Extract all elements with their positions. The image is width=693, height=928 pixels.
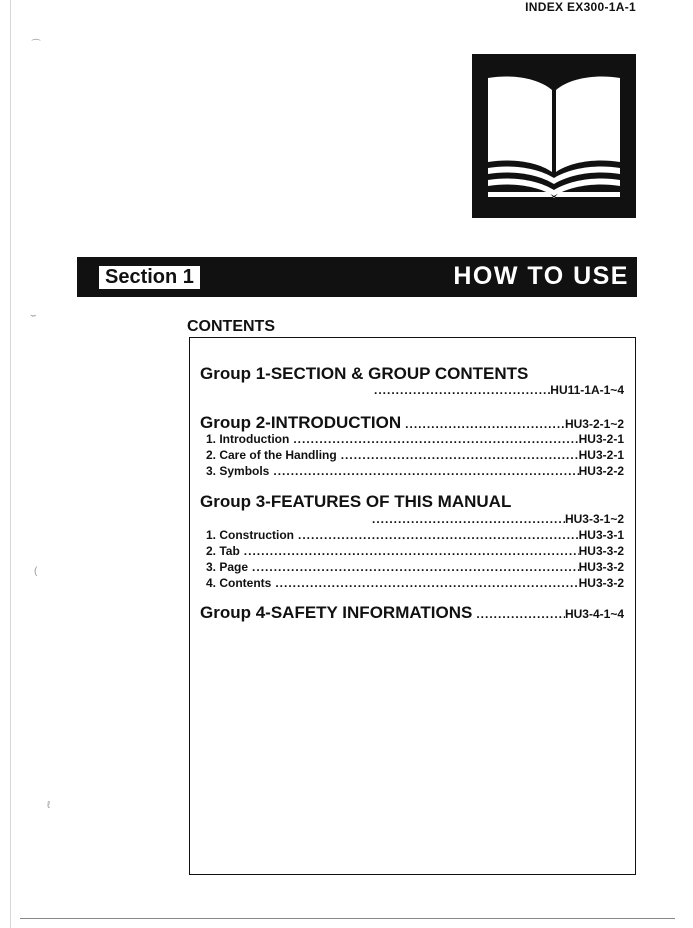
group-3-item-2 bbox=[206, 544, 624, 558]
item-label: 3. Symbols bbox=[206, 464, 270, 478]
group-3-ref: HU3-3-1~2 bbox=[564, 512, 624, 526]
item-ref: HU3-2-1 bbox=[578, 432, 624, 446]
group-2-line bbox=[200, 413, 624, 433]
open-book-icon bbox=[472, 54, 636, 218]
item-ref: HU3-2-2 bbox=[578, 464, 624, 478]
item-ref: HU3-3-2 bbox=[578, 576, 624, 590]
scan-speck: ⌣ bbox=[30, 310, 37, 321]
section-label: Section 1 bbox=[98, 265, 201, 290]
group-4-title: Group 4-SAFETY INFORMATIONS bbox=[200, 603, 473, 622]
group-4-line bbox=[200, 603, 624, 623]
index-code: INDEX EX300-1A-1 bbox=[525, 0, 636, 14]
section-title: HOW TO USE bbox=[453, 262, 629, 290]
item-ref: HU3-3-2 bbox=[578, 544, 624, 558]
leader-dots bbox=[368, 512, 565, 526]
item-ref: HU3-3-2 bbox=[578, 560, 624, 574]
group-1-ref: HU11-1A-1~4 bbox=[550, 383, 624, 397]
group-2-item-3 bbox=[206, 464, 624, 478]
leader-dots bbox=[248, 560, 579, 574]
leader-dots bbox=[240, 544, 579, 558]
group-3-item-3 bbox=[206, 560, 624, 574]
group-3-title: Group 3-FEATURES OF THIS MANUAL bbox=[200, 492, 512, 511]
leader-dots bbox=[472, 607, 565, 621]
item-ref: HU3-3-1 bbox=[578, 528, 624, 542]
item-label: 2. Care of the Handling bbox=[206, 448, 337, 462]
contents-heading: CONTENTS bbox=[187, 318, 275, 335]
group-1-title: Group 1-SECTION & GROUP CONTENTS bbox=[200, 364, 529, 383]
page-left-edge bbox=[10, 0, 11, 928]
group-2-title: Group 2-INTRODUCTION bbox=[200, 413, 402, 432]
scan-speck: ℓ bbox=[47, 800, 51, 811]
group-4-ref: HU3-4-1~4 bbox=[564, 607, 624, 621]
item-ref: HU3-2-1 bbox=[578, 448, 624, 462]
section-banner bbox=[77, 257, 637, 297]
scan-speck: ( bbox=[34, 566, 38, 577]
group-3-ref-line bbox=[368, 512, 624, 526]
leader-dots bbox=[370, 383, 550, 397]
leader-dots bbox=[294, 528, 579, 542]
item-label: 3. Page bbox=[206, 560, 249, 574]
item-label: 4. Contents bbox=[206, 576, 272, 590]
leader-dots bbox=[401, 417, 565, 431]
contents-table bbox=[189, 337, 636, 875]
leader-dots bbox=[271, 576, 578, 590]
group-3-item-1 bbox=[206, 528, 624, 542]
group-1-ref-line bbox=[370, 383, 624, 397]
group-2-item-1 bbox=[206, 432, 624, 446]
group-3-item-4 bbox=[206, 576, 624, 590]
leader-dots bbox=[289, 432, 578, 446]
group-2-item-2 bbox=[206, 448, 624, 462]
item-label: 1. Introduction bbox=[206, 432, 290, 446]
scan-speck: ⁀ bbox=[32, 40, 41, 51]
group-2-ref: HU3-2-1~2 bbox=[564, 417, 624, 431]
bottom-rule bbox=[20, 918, 675, 919]
item-label: 1. Construction bbox=[206, 528, 295, 542]
leader-dots bbox=[337, 448, 579, 462]
item-label: 2. Tab bbox=[206, 544, 240, 558]
leader-dots bbox=[269, 464, 578, 478]
